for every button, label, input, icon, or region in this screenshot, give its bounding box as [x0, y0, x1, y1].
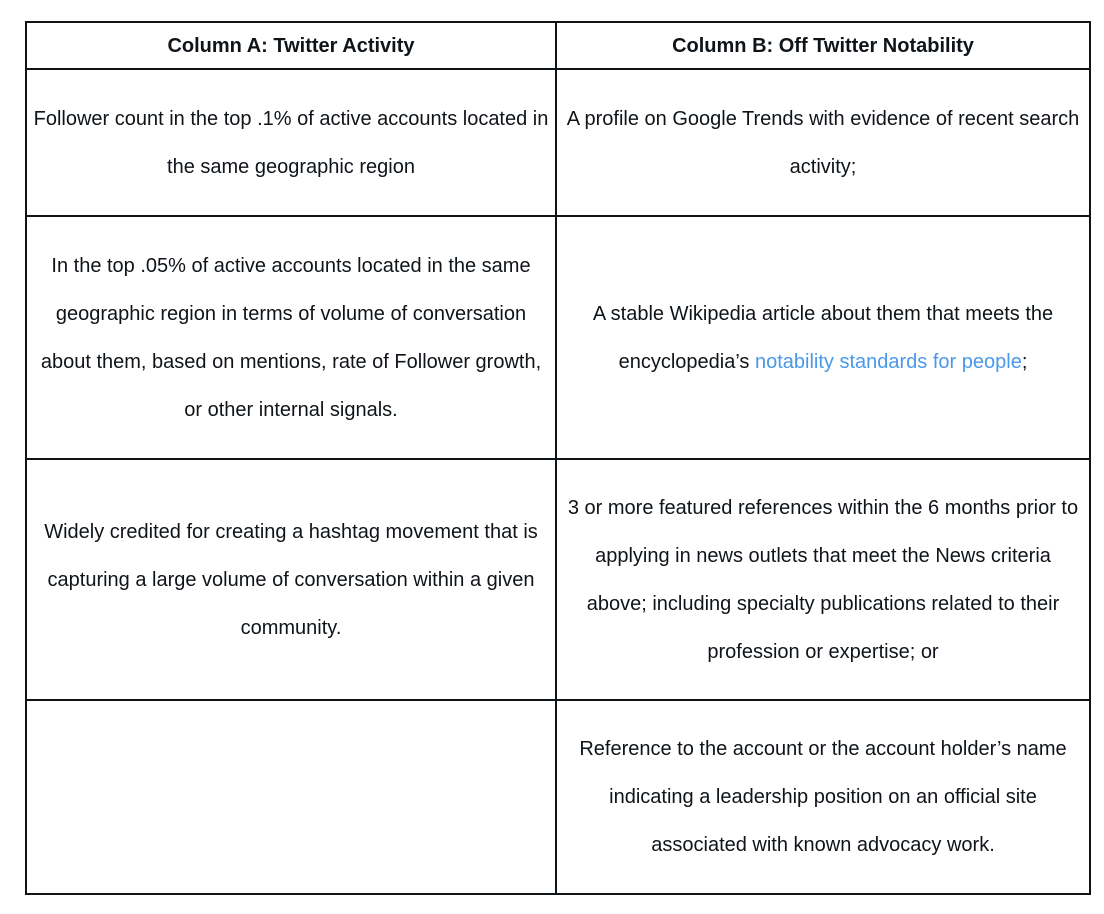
cell-row4-col-b: Reference to the account or the account holder’s name indicating a leadership position on an official site associated with known advocacy work. [556, 700, 1090, 894]
table-row [26, 69, 1090, 216]
table-row [26, 700, 1090, 894]
cell-row1-col-a: Follower count in the top .1% of active accounts located in the same geographic region [26, 69, 556, 216]
notability-standards-link[interactable]: notability standards for people [754, 350, 1022, 373]
column-b-header: Column B: Off Twitter Notability [556, 22, 1090, 69]
cell-row4-col-a-empty [26, 700, 556, 894]
cell-row1-col-b: A profile on Google Trends with evidence of recent search activity; [556, 69, 1090, 216]
cell-row2-col-a: In the top .05% of active accounts located in the same geographic region in terms of volume of conversation about them, based on mentions, rate of Follower growth, or other internal signals. [26, 216, 556, 459]
cell-row3-col-a: Widely credited for creating a hashtag movement that is capturing a large volume of conversation within a given community. [26, 459, 556, 700]
cell-row3-col-b: 3 or more featured references within the 6 months prior to applying in news outlets that meet the News criteria above; including specialty publications related to their profession or expertise; or [556, 459, 1090, 700]
verification-criteria-table [25, 21, 1091, 895]
table-row [26, 216, 1090, 459]
wikipedia-criterion-punctuation: ; [1021, 350, 1028, 373]
table-header-row [26, 22, 1090, 69]
cell-row2-col-b [556, 216, 1090, 459]
table-row [26, 459, 1090, 700]
column-a-header: Column A: Twitter Activity [26, 22, 556, 69]
wikipedia-criterion-text: A stable Wikipedia article about them that meets the encyclopedia’s [592, 302, 1054, 373]
